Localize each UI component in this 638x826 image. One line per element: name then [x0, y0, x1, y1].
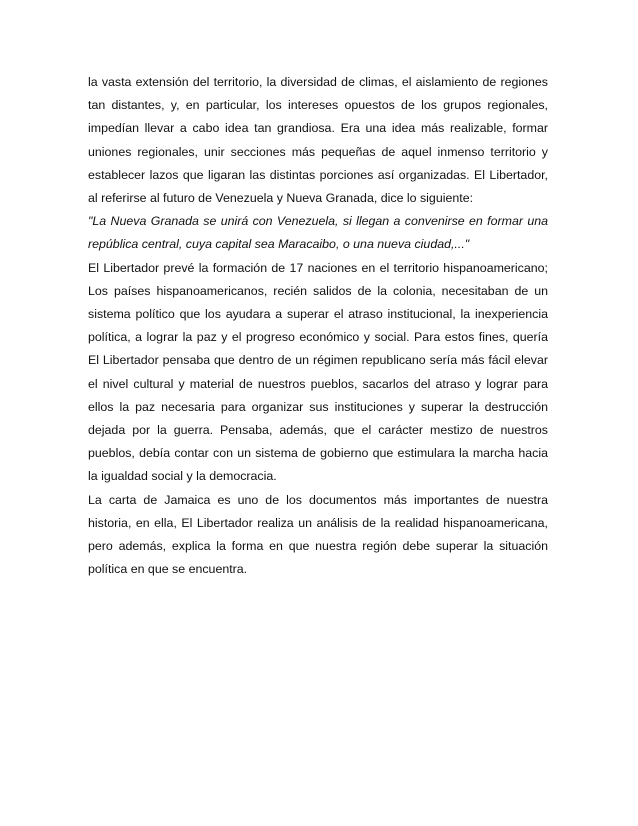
paragraph-regions: la vasta extensión del territorio, la diversidad de climas, el aislamiento de regiones tan distantes, y, en particular, los intereses opuestos de los grupos regionales, impedían llevar a cabo idea tan grandiosa. Era una idea más realizable, formar uniones regionales, unir secciones más pequeñas de aquel inmenso territorio y establecer lazos que ligaran las distintas porciones así organizadas. El Libertador, al referirse al futuro de Venezuela y Nueva Granada, dice lo siguiente: — [88, 75, 548, 206]
paragraph-17-naciones: El Libertador prevé la formación de 17 naciones en el territorio hispanoamericano; Los países hispanoamericanos, recién salidos de la colonia, necesitaban de un sistema político que los ayudara a superar el atraso institucional, la inexperiencia política, a lograr la paz y el progreso económico y social. Para estos fines, quería El Libertador pensaba que dentro de un régimen republicano sería más fácil elevar el nivel cultural y material de nuestros pueblos, sacarlos del atraso y lograr para ellos la paz necesaria para organizar sus instituciones y superar la destrucción dejada por la guerra. Pensaba, además, que el carácter mestizo de nuestros pueblos, debía contar con un sistema de gobierno que estimulara la marcha hacia la igualdad social y la democracia. — [88, 260, 548, 484]
paragraph-carta-jamaica: La carta de Jamaica es uno de los documentos más importantes de nuestra historia, en ella, El Libertador realiza un análisis de la realidad hispanoamericana, pero además, explica la forma en que nuestra región debe superar la situación política en que se encuentra. — [88, 492, 548, 577]
quote-nueva-granada: "La Nueva Granada se unirá con Venezuela, si llegan a convenirse en formar una república central, cuya capital sea Maracaibo, o una nueva ciudad,..." — [88, 214, 548, 252]
document-page — [88, 71, 548, 581]
